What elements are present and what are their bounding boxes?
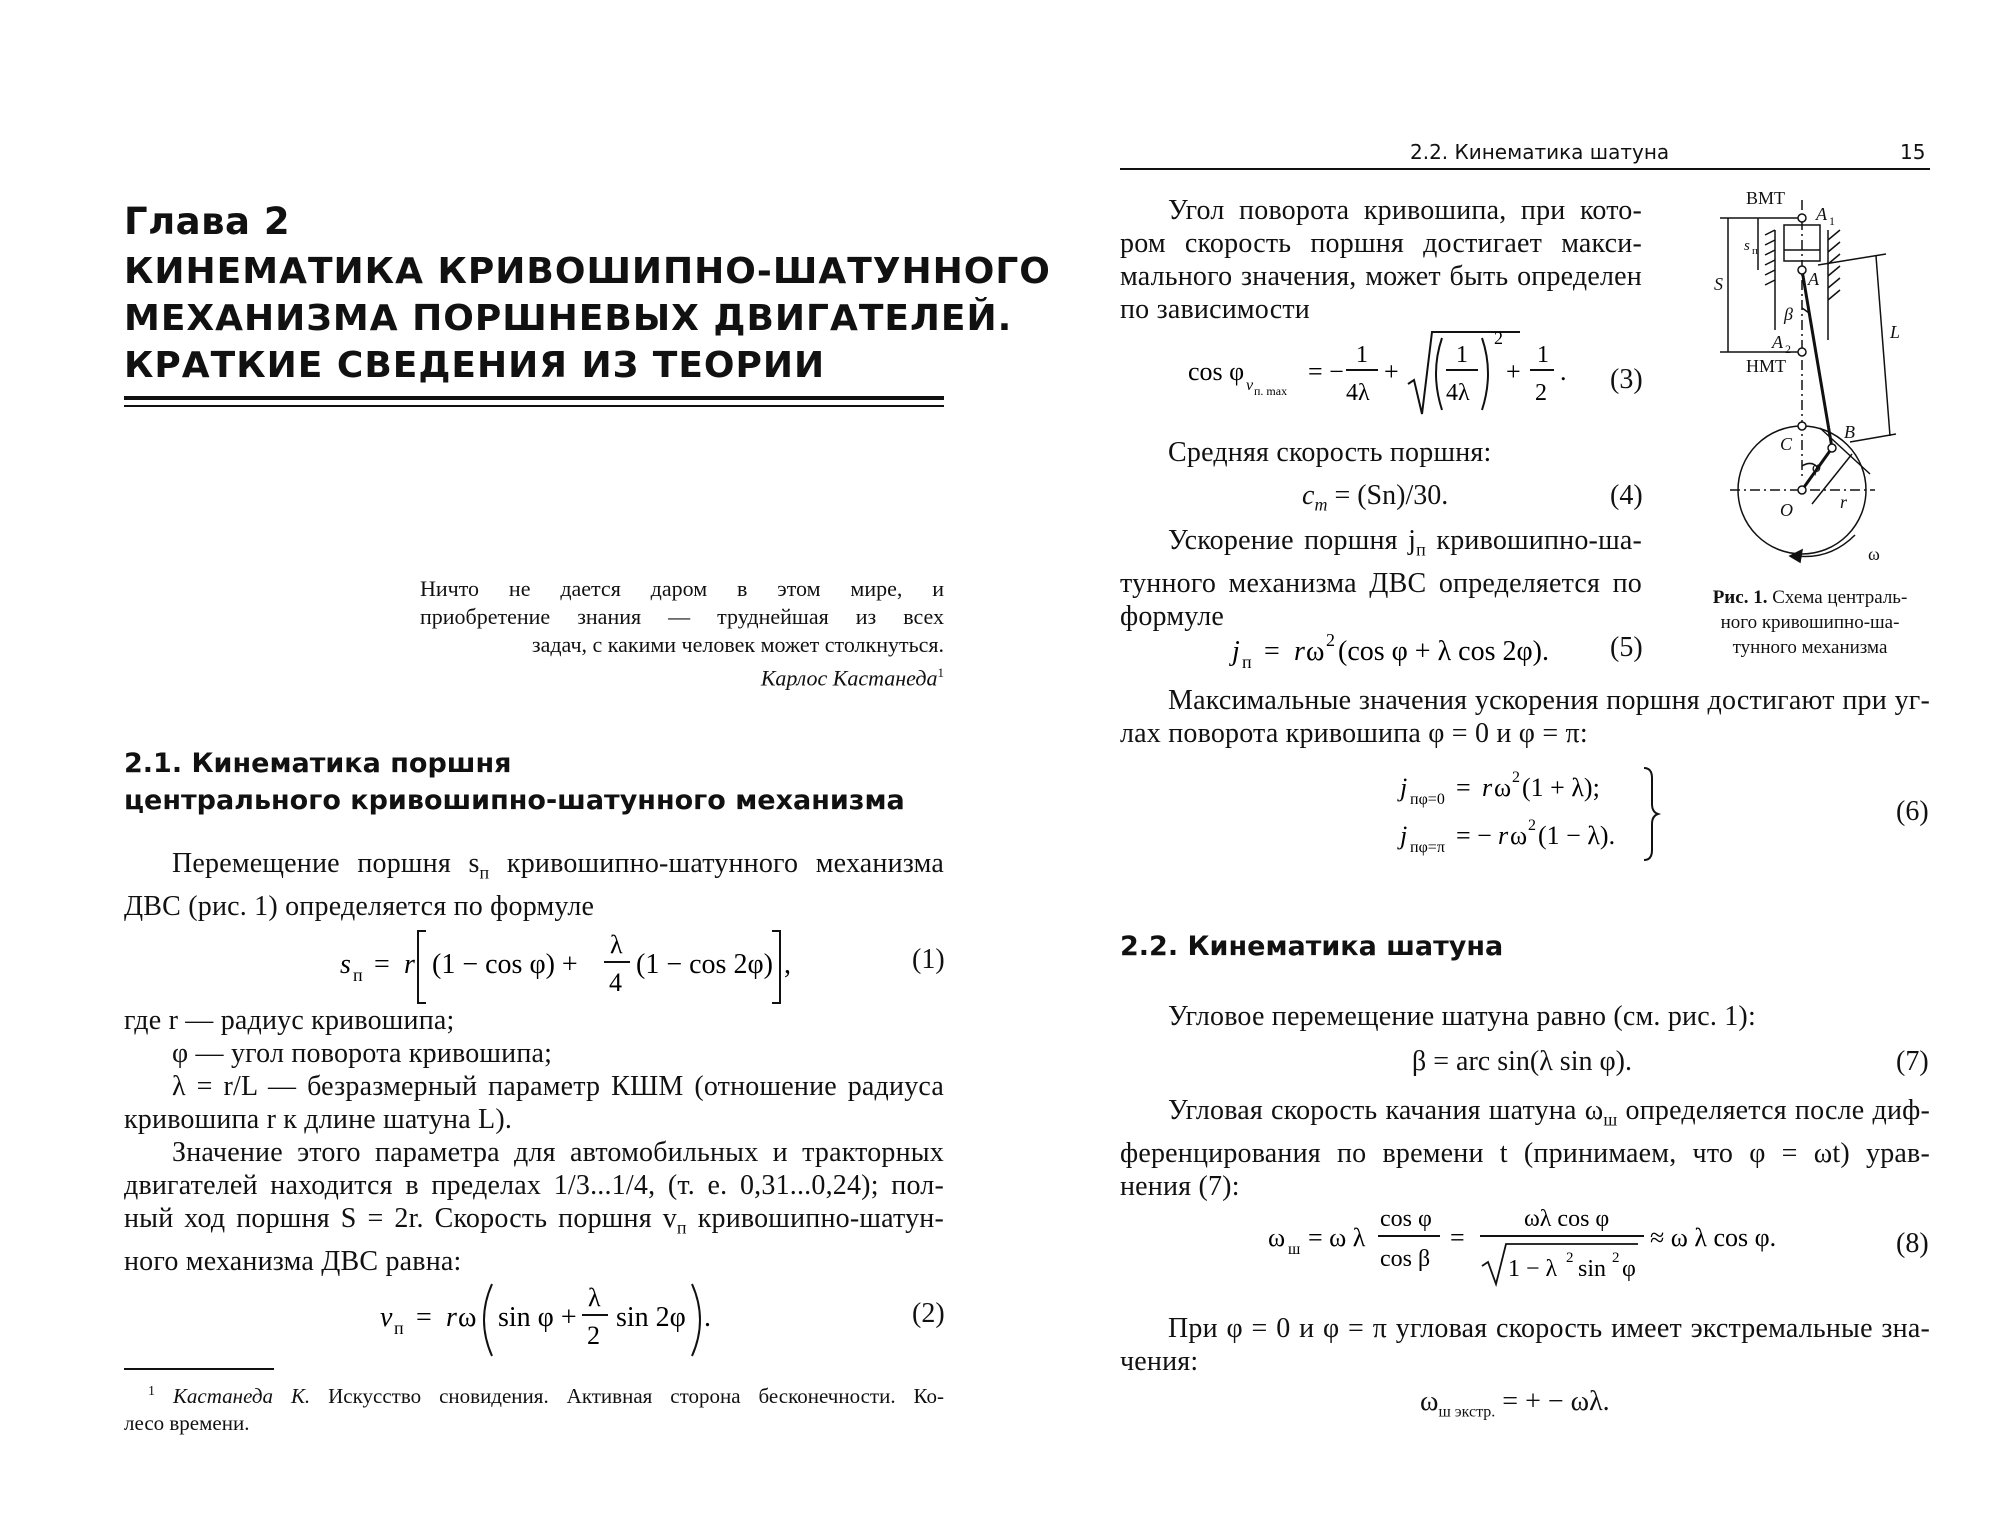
- formula-1-svg: [340, 925, 860, 1005]
- epigraph-line: Ничто не дается даром в этом мире, и: [420, 576, 944, 601]
- svg-text:ω: ω: [458, 1302, 477, 1333]
- formula-3: [1188, 328, 1568, 428]
- subscript: ш экстр.: [1438, 1403, 1496, 1421]
- chapter-number: Глава 2: [124, 200, 291, 243]
- formula-6-svg: [1400, 764, 1680, 864]
- paragraph-crank-angle: [1120, 194, 1642, 326]
- text-line: чения:: [1120, 1346, 1199, 1377]
- text-fragment: кривошипно-шатун-: [686, 1203, 944, 1234]
- caption-label: Рис. 1.: [1712, 587, 1768, 608]
- svg-text:(1 − cos 2φ): (1 − cos 2φ): [636, 949, 773, 980]
- caption-text: Схема централь-: [1767, 587, 1908, 608]
- header-rule: [1120, 168, 1930, 170]
- svg-text:ω: ω: [1494, 773, 1512, 802]
- running-head: 2.2. Кинематика шатуна: [1410, 140, 1670, 164]
- svg-text:λ: λ: [610, 930, 623, 959]
- svg-text:r: r: [1498, 821, 1509, 850]
- label-o: O: [1780, 500, 1793, 520]
- text-line: формуле: [1120, 600, 1225, 632]
- paragraph-extreme-values: [1120, 1312, 1930, 1378]
- svg-text:ωλ cos φ: ωλ cos φ: [1524, 1206, 1610, 1232]
- label-c: C: [1780, 434, 1793, 454]
- epigraph-author-name: Карлос Кастанеда: [760, 665, 938, 691]
- footnote-text: Искусство сновидения. Активная сторона бесконечности. Ко-: [310, 1384, 944, 1408]
- text-line: по зависимости: [1120, 294, 1310, 325]
- svg-text:4λ: 4λ: [1346, 380, 1370, 406]
- formula-5-number: (5): [1610, 632, 1643, 663]
- text-line: ференцирования по времени t (принимаем, что φ = ωt) урав-: [1120, 1137, 1930, 1169]
- svg-text:ω: ω: [1268, 1223, 1286, 1252]
- formula-3-number: (3): [1610, 364, 1643, 395]
- text-line: тунного механизма ДВС определяется по: [1120, 567, 1642, 599]
- label-l: L: [1890, 322, 1901, 342]
- svg-text:≈ ω λ cos φ.: ≈ ω λ cos φ.: [1650, 1223, 1777, 1252]
- svg-text:sin: sin: [1578, 1256, 1607, 1282]
- label-a2: A: [1772, 332, 1783, 352]
- label-r: r: [1840, 492, 1848, 512]
- label-omega: ω: [1868, 544, 1880, 564]
- formula-8: [1268, 1196, 1788, 1296]
- svg-text:п: п: [353, 965, 363, 985]
- text-fragment: кривошипно-шатунного механизма: [489, 848, 944, 879]
- chapter-rule-thick: [124, 396, 944, 400]
- formula-7-number: (7): [1896, 1046, 1929, 1077]
- text-line: мального значения, может быть определен: [1120, 261, 1642, 292]
- svg-text:ω: ω: [1306, 636, 1325, 667]
- text-line: [1120, 524, 1642, 567]
- paragraph-displacement: [124, 847, 944, 923]
- caption-line: [1690, 585, 1930, 610]
- svg-text:j: j: [1400, 821, 1408, 850]
- text-fragment: Перемещение поршня s: [172, 848, 480, 879]
- svg-text:п: п: [394, 1318, 404, 1338]
- definition-phi: φ — угол поворота кривошипа;: [172, 1038, 553, 1069]
- svg-text:2: 2: [1535, 380, 1547, 406]
- footnote-rule: [124, 1368, 274, 1370]
- svg-text:2: 2: [1612, 1250, 1620, 1266]
- svg-text:(1 − cos φ) +: (1 − cos φ) +: [432, 949, 578, 980]
- svg-text:r: r: [1294, 636, 1305, 667]
- svg-text:4λ: 4λ: [1446, 380, 1470, 406]
- svg-text:4: 4: [609, 968, 622, 997]
- svg-text:v: v: [380, 1302, 393, 1333]
- svg-text:2: 2: [1566, 1250, 1574, 1266]
- svg-text:j: j: [1400, 773, 1408, 802]
- svg-text:sin 2φ: sin 2φ: [616, 1302, 686, 1333]
- svg-text:=: =: [416, 1302, 432, 1333]
- page-number: 15: [1900, 140, 1926, 164]
- label-a2-sub: 2: [1785, 342, 1791, 356]
- svg-text:1 − λ: 1 − λ: [1508, 1256, 1558, 1282]
- paragraph-angular-displacement: Угловое перемещение шатуна равно (см. рис. 1):: [1168, 1001, 1756, 1032]
- svg-text:r: r: [1482, 773, 1493, 802]
- svg-text:φ: φ: [1622, 1256, 1636, 1282]
- caption-line: тунного механизма: [1732, 637, 1888, 658]
- svg-text:cos φ: cos φ: [1380, 1206, 1432, 1232]
- svg-text:(cos φ + λ cos 2φ).: (cos φ + λ cos 2φ).: [1338, 636, 1549, 667]
- svg-text:+: +: [1506, 357, 1521, 386]
- svg-text:2: 2: [587, 1321, 600, 1350]
- epigraph-line: приобретение знания — труднейшая из всех: [420, 604, 944, 629]
- svg-text:пφ=π: пφ=π: [1410, 839, 1445, 856]
- svg-text:ω: ω: [1510, 821, 1528, 850]
- formula-symbol: c: [1302, 480, 1315, 511]
- label-a1: A: [1816, 204, 1827, 224]
- svg-text:+: +: [1384, 357, 1399, 386]
- svg-text:=: =: [1450, 1223, 1465, 1252]
- text-line: ДВС (рис. 1) определяется по формуле: [124, 890, 595, 922]
- subscript: п: [1416, 539, 1426, 560]
- footnote: [124, 1378, 944, 1437]
- section-2-1-title: [124, 745, 905, 819]
- epigraph-line: задач, с какими человек может столкнуться.: [531, 632, 944, 657]
- formula-text: = + − ωλ.: [1495, 1386, 1610, 1417]
- svg-text:r: r: [404, 949, 415, 980]
- formula-9: [1420, 1386, 1610, 1422]
- text-line: [124, 1202, 944, 1245]
- text-line: Угол поворота кривошипа, при кото-: [1168, 195, 1642, 226]
- formula-7: β = arc sin(λ sin φ).: [1412, 1046, 1632, 1077]
- formula-symbol: ω: [1420, 1386, 1439, 1417]
- text-fragment: ный ход поршня S = 2r. Скорость поршня v: [124, 1203, 677, 1234]
- text-line: Значение этого параметра для автомобильных и тракторных: [172, 1137, 944, 1168]
- svg-text:r: r: [446, 1302, 457, 1333]
- svg-text:=: =: [1456, 773, 1471, 802]
- svg-text:1: 1: [1537, 342, 1549, 368]
- formula-1-number: (1): [912, 944, 945, 975]
- svg-text:,: ,: [784, 949, 791, 980]
- formula-6-number: (6): [1896, 796, 1929, 827]
- svg-text:(1 − λ).: (1 − λ).: [1538, 821, 1616, 850]
- formula-text: = (Sn)/30.: [1327, 480, 1449, 511]
- svg-text:= ω λ: = ω λ: [1308, 1223, 1366, 1252]
- svg-text:2: 2: [1512, 769, 1520, 786]
- text-line: При φ = 0 и φ = π угловая скорость имеет экстремальные зна-: [1168, 1313, 1930, 1344]
- svg-text:2: 2: [1326, 630, 1335, 650]
- svg-text:1: 1: [1356, 342, 1368, 368]
- chapter-title-line: КИНЕМАТИКА КРИВОШИПНО-ШАТУННОГО: [124, 251, 1051, 292]
- definitions: [124, 1004, 944, 1278]
- formula-2-number: (2): [912, 1298, 945, 1329]
- text-fragment: Угловая скорость качания шатуна ω: [1168, 1095, 1604, 1126]
- chapter-title-line: МЕХАНИЗМА ПОРШНЕВЫХ ДВИГАТЕЛЕЙ.: [124, 298, 1013, 339]
- section-title-line: центрального кривошипно-шатунного механизма: [124, 785, 905, 816]
- chapter-title: [124, 248, 1051, 389]
- figure-1: [1700, 190, 1930, 670]
- paragraph-mean-speed: Средняя скорость поршня:: [1168, 437, 1492, 468]
- svg-text:λ: λ: [588, 1283, 601, 1312]
- text-line: нения (7):: [1120, 1170, 1240, 1202]
- subscript: ш: [1603, 1109, 1618, 1130]
- label-a1-sub: 1: [1829, 214, 1835, 228]
- svg-text:= −: = −: [1308, 357, 1344, 386]
- formula-8-svg: [1268, 1196, 1788, 1288]
- footnote-line: лесо времени.: [124, 1411, 250, 1435]
- section-2-2-title: 2.2. Кинематика шатуна: [1120, 931, 1504, 962]
- paragraph-angular-velocity: [1120, 1094, 1930, 1203]
- formula-1: [340, 925, 860, 995]
- svg-text:=: =: [374, 949, 390, 980]
- paragraph-max-acceleration: [1120, 684, 1930, 750]
- paragraph-acceleration: [1120, 524, 1642, 633]
- svg-text:j: j: [1232, 636, 1240, 667]
- svg-text:= −: = −: [1456, 821, 1492, 850]
- definition-r: где r — радиус кривошипа;: [124, 1005, 455, 1036]
- formula-5: [1232, 628, 1572, 686]
- svg-text:п. max: п. max: [1254, 384, 1288, 398]
- epigraph-author: [420, 659, 944, 692]
- svg-text:s: s: [340, 949, 351, 980]
- svg-text:п: п: [1242, 652, 1252, 672]
- svg-text:ш: ш: [1288, 1241, 1301, 1258]
- formula-3-svg: [1188, 328, 1568, 420]
- formula-4: [1302, 480, 1448, 516]
- epigraph-footnote-mark: 1: [937, 665, 944, 680]
- svg-text:sin φ +: sin φ +: [498, 1302, 577, 1333]
- svg-text:.: .: [704, 1302, 711, 1333]
- definition-lambda-cont: кривошипа r к длине шатуна L).: [124, 1104, 513, 1135]
- formula-4-number: (4): [1610, 480, 1643, 511]
- svg-text:2: 2: [1494, 328, 1503, 348]
- svg-text:cos β: cos β: [1380, 1246, 1431, 1272]
- formula-6: [1400, 764, 1680, 872]
- label-beta: β: [1784, 304, 1793, 324]
- label-phi: φ: [1812, 459, 1821, 476]
- text-line: [1120, 1094, 1930, 1137]
- svg-text:2: 2: [1528, 817, 1536, 834]
- formula-5-svg: [1232, 628, 1572, 678]
- text-fragment: Ускорение поршня j: [1168, 525, 1417, 556]
- label-b: B: [1844, 422, 1855, 442]
- crank-mechanism-diagram: [1700, 190, 1930, 590]
- chapter-rule-thin: [124, 405, 944, 407]
- text-line: [124, 847, 944, 890]
- footnote-line: [124, 1378, 944, 1410]
- text-line: двигателей находится в пределах 1/3...1/4, (т. е. 0,31...0,24); пол-: [124, 1170, 944, 1201]
- label-s: S: [1714, 274, 1723, 294]
- formula-8-number: (8): [1896, 1228, 1929, 1259]
- formula-2-svg: [380, 1278, 710, 1358]
- epigraph: [420, 575, 944, 692]
- svg-text:=: =: [1264, 636, 1280, 667]
- text-fragment: определяется после диф-: [1617, 1095, 1931, 1126]
- text-line: лах поворота кривошипа φ = 0 и φ = π:: [1120, 718, 1588, 749]
- svg-text:(1 + λ);: (1 + λ);: [1522, 773, 1600, 802]
- subscript: m: [1314, 494, 1328, 515]
- text-line: Максимальные значения ускорения поршня достигают при уг-: [1168, 685, 1930, 716]
- figure-caption: [1690, 585, 1930, 660]
- subscript: п: [479, 862, 490, 883]
- label-sn-sub: п: [1752, 245, 1758, 257]
- label-nmt: НМТ: [1746, 356, 1786, 376]
- caption-line: ного кривошипно-ша-: [1720, 612, 1900, 633]
- label-a: A: [1808, 269, 1819, 289]
- footnote-mark: 1: [148, 1384, 155, 1399]
- chapter-title-line: КРАТКИЕ СВЕДЕНИЯ ИЗ ТЕОРИИ: [124, 345, 826, 386]
- svg-text:пφ=0: пφ=0: [1410, 791, 1445, 808]
- label-bmt: ВМТ: [1746, 188, 1786, 208]
- subscript: п: [676, 1217, 687, 1238]
- svg-text:cos φ: cos φ: [1188, 357, 1245, 386]
- label-sn: s: [1744, 238, 1750, 254]
- svg-text:.: .: [1560, 357, 1567, 386]
- text-fragment: кривошипно-ша-: [1425, 525, 1642, 556]
- svg-text:v: v: [1246, 377, 1254, 394]
- text-line: ром скорость поршня достигает макси-: [1120, 228, 1642, 259]
- section-title-line: 2.1. Кинематика поршня: [124, 748, 512, 779]
- svg-text:1: 1: [1456, 342, 1468, 368]
- footnote-author: Кастанеда К.: [172, 1384, 311, 1408]
- text-line: ного механизма ДВС равна:: [124, 1245, 462, 1277]
- definition-lambda: λ = r/L — безразмерный параметр КШМ (отношение радиуса: [172, 1071, 944, 1102]
- formula-2: [380, 1278, 710, 1366]
